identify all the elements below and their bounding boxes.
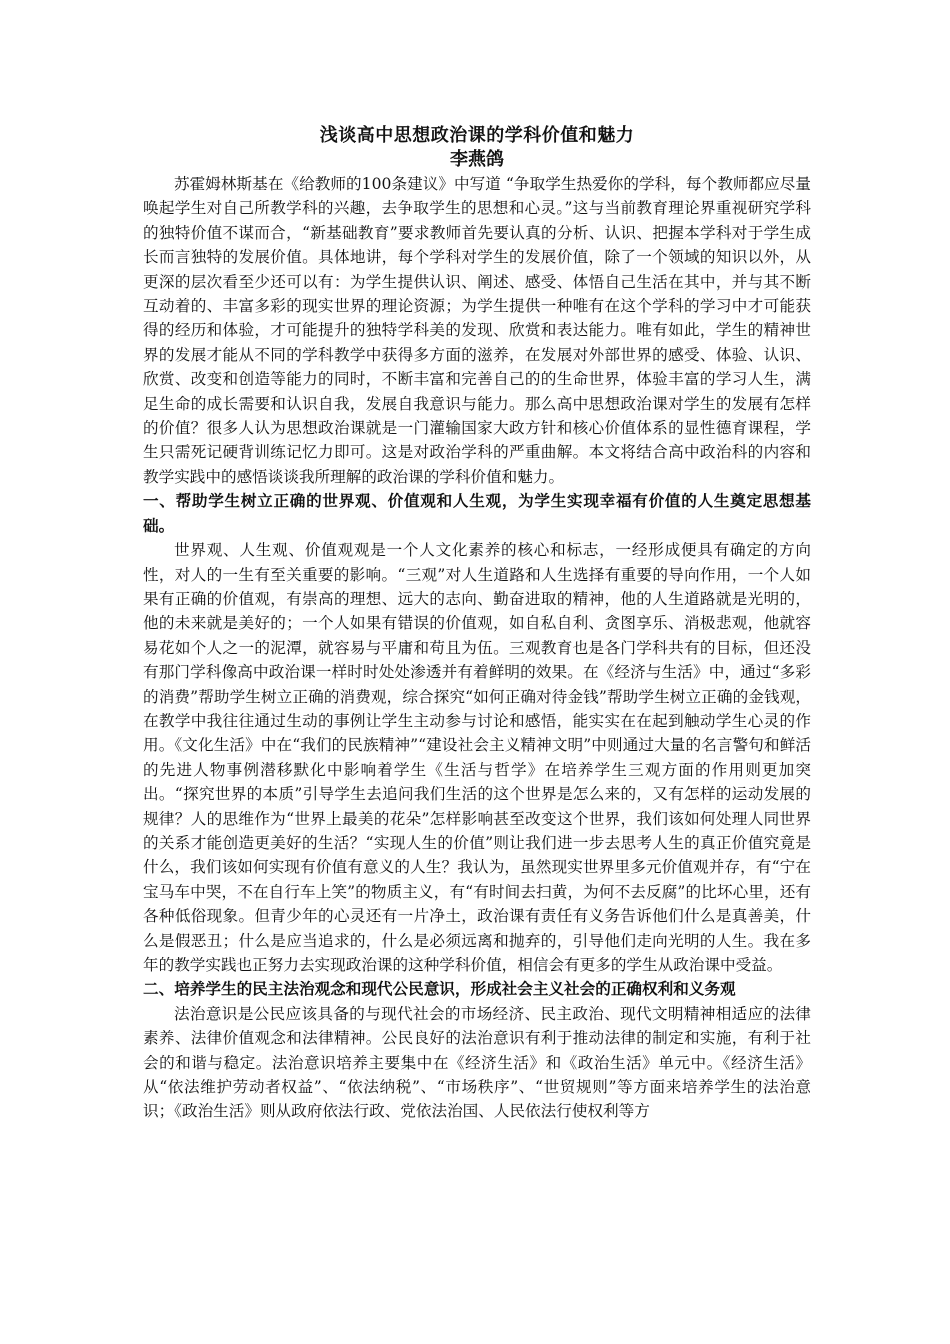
- intro-paragraph: 苏霍姆林斯基在《给教师的100条建议》中写道 “争取学生热爱你的学科，每个教师都应尽量唤起学生对自己所教学科的兴趣，去争取学生的思想和心灵。”这与当前教育理论界重视研究学科的独特价值不谋而合，“新基础教育”要求教师首先要认真的分析、认识、把握本学科对于学生成长而言独特的发展价值。具体地讲，每个学科对学生的发展价值，除了一个领域的知识以外，从更深的层次看至少还可以有：为学生提供认识、阐述、感受、体悟自己生活在其中，并与其不断互动着的、丰富多彩的现实世界的理论资源；为学生提供一种唯有在这个学科的学习中才可能获得的经历和体验，才可能提升的独特学科美的发现、欣赏和表达能力。唯有如此，学生的精神世界的发展才能从不同的学科教学中获得多方面的滋养，在发展对外部世界的感受、体验、认识、欣赏、改变和创造等能力的同时，不断丰富和完善自己的的生命世界，体验丰富的学习人生，满足生命的成长需要和认识自我，发展自我意识与能力。那么高中思想政治课对学生的发展有怎样的价值？很多人认为思想政治课就是一门灌输国家大政方针和核心价值体系的显性德育课程，学生只需死记硬背训练记忆力即可。这是对政治学科的严重曲解。本文将结合高中政治科的内容和教学实践中的感悟谈谈我所理解的政治课的学科价值和魅力。: [143, 175, 811, 486]
- document-page: [143, 124, 811, 1124]
- document-title: 浅谈高中思想政治课的学科价值和魅力: [319, 125, 635, 146]
- section-1-heading: 一、帮助学生树立正确的世界观、价值观和人生观，为学生实现幸福有价值的人生奠定思想基础。: [143, 491, 811, 535]
- section-1-paragraph: 世界观、人生观、价值观观是一个人文化素养的核心和标志，一经形成便具有确定的方向性，对人的一生有至关重要的影响。“三观”对人生道路和人生选择有重要的导向作用，一个人如果有正确的价值观，有崇高的理想、远大的志向、勤奋进取的精神，他的人生道路就是光明的，他的未来就是美好的；一个人如果有错误的价值观，如自私自利、贪图享乐、消极悲观，他就容易花如个人之一的泥潭，就容易与平庸和苟且为伍。三观教育也是各门学科共有的目标，但还没有那门学科像高中政治课一样时时处处渗透并有着鲜明的效果。在《经济与生活》中，通过“多彩的消费”帮助学生树立正确的消费观，综合探究“如何正确对待金钱”帮助学生树立正确的金钱观，在教学中我往往通过生动的事例让学生主动参与讨论和感悟，能实实在在起到触动学生心灵的作用。《文化生活》中在“我们的民族精神”“建设社会主义精神文明”中则通过大量的名言警句和鲜活的先进人物事例潜移默化中影响着学生《生活与哲学》在培养学生三观方面的作用则更加突出。“探究世界的本质”引导学生去追问我们生活的这个世界是怎么来的，又有怎样的运动发展的规律？人的思维作为“世界上最美的花朵”怎样影响甚至改变这个世界，我们该如何处理人同世界的关系才能创造更美好的生活？“实现人生的价值”则让我们进一步去思考人生的真正价值究竟是什么，我们该如何实现有价值有意义的人生？我认为，虽然现实世界里多元价值观并存，有“宁在宝马车中哭，不在自行车上笑”的物质主义，有“有时间去扫黄，为何不去反腐”的比坏心里，还有各种低俗现象。但青少年的心灵还有一片净土，政治课有责任有义务告诉他们什么是真善美，什么是假恶丑；什么是应当追求的，什么是必须远离和抛弃的，引导他们走向光明的人生。我在多年的教学实践也正努力去实现政治课的这种学科价值，相信会有更多的学生从政治课中受益。: [143, 541, 811, 974]
- author-name: 李燕鸽: [450, 149, 504, 170]
- section-2-heading: 二、培养学生的民主法治观念和现代公民意识，形成社会主义社会的正确权利和义务观: [143, 979, 736, 999]
- section-2-paragraph: 法治意识是公民应该具备的与现代社会的市场经济、民主政治、现代文明精神相适应的法律素养、法律价值观念和法律精神。公民良好的法治意识有利于推动法律的制定和实施，有利于社会的和谐与稳定。法治意识培养主要集中在《经济生活》和《政治生活》单元中。《经济生活》从“依法维护劳动者权益”、“依法纳税”、“市场秩序”、“世贸规则”等方面来培养学生的法治意识；《政治生活》则从政府依法行政、党依法治国、人民依法行使权利等方: [143, 1004, 811, 1121]
